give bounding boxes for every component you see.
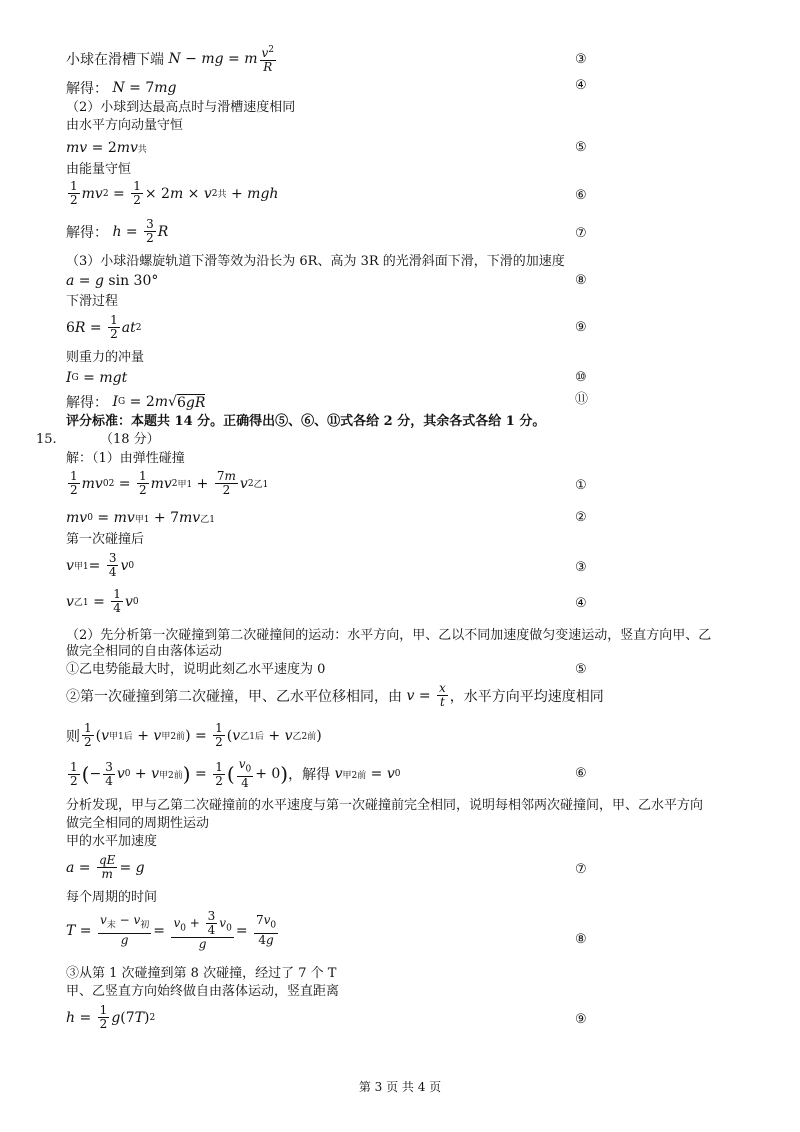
text-line: 第一次碰撞后 <box>66 532 145 547</box>
equation-number: ⑦ <box>575 862 587 877</box>
eq-elastic-energy: $\frac{1}{2}$ mv 0 2 = $\frac{1}{2}$ mv 2 甲1 + $\frac{7m}{2}$ v 2 乙1 <box>70 469 269 497</box>
equation-number: ⑨ <box>575 1012 587 1027</box>
text-line: 甲、乙竖直方向始终做自由落体运动，竖直距离 <box>66 984 340 999</box>
text-line: （3）小球沿螺旋轨道下滑等效为沿长为 6R、高为 3R 的光滑斜面下滑，下滑的加速度 <box>66 254 565 269</box>
text-line: 解得： <box>66 224 108 241</box>
text-line: 解：（1）由弹性碰撞 <box>66 451 185 466</box>
eq-slot-bottom: 小球在滑槽下端 N − mg = m $\frac{v^2}{R}$ <box>66 45 275 74</box>
text-line: 甲的水平加速度 <box>66 834 158 849</box>
eq-v-jia1: v 甲1 = $\frac{3}{4}$ v 0 <box>66 551 135 579</box>
text-line: 小球在滑槽下端 <box>66 52 164 68</box>
text-line: 下滑过程 <box>66 294 119 309</box>
scoring-standard: 评分标准：本题共 14 分。正确得出⑤、⑥、⑪式各给 2 分，其余各式各给 1 分。 <box>66 414 546 429</box>
text-line: 由水平方向动量守恒 <box>66 118 184 133</box>
page-footer: 第 3 页 共 4 页 <box>358 1080 442 1094</box>
equation-number: ⑥ <box>575 188 587 203</box>
equation-number: ① <box>575 478 587 493</box>
eq-elastic-momentum: mv 0 = mv 甲1 + 7 mv 乙1 <box>66 510 215 526</box>
text-line: 分析发现，甲与乙第二次碰撞前的水平速度与第一次碰撞前完全相同，说明每相邻两次碰撞间，甲、乙水平方向 <box>66 798 704 813</box>
eq-impulse-result: 解得： I G = 2 m √ 6gR <box>66 394 206 411</box>
eq-h: 解得： h = $\frac{3}{2}$ R <box>66 217 169 245</box>
equation-number: ⑤ <box>575 140 587 155</box>
eq-avg-solve: $\frac{1}{2}$ ( − $\frac{3}{4}$ v 0 + v 甲2前 ) = $\frac{1}{2}$ ( $\frac{v_0}{4}$ + 0 ) ，解得 v 甲2前 = v 0 <box>70 757 401 791</box>
text-line: （2）先分析第一次碰撞到第二次碰撞间的运动：水平方向，甲、乙以不同加速度做匀变速运动，竖直方向甲、乙 <box>66 628 712 643</box>
equation-number: ⑧ <box>575 273 587 288</box>
equation-number: ⑪ <box>575 392 589 407</box>
text-line: 则 <box>66 728 80 745</box>
equation-number: ② <box>575 510 587 525</box>
equation-number: ③ <box>575 560 587 575</box>
text-line: ①乙电势能最大时，说明此刻乙水平速度为 0 <box>66 662 326 677</box>
text-line: ，水平方向平均速度相同 <box>449 688 604 705</box>
eq-avg-velocity: ②第一次碰撞到第二次碰撞，甲、乙水平位移相同，由 v = $\frac{x}{t}$ ，水平方向平均速度相同 <box>66 681 604 709</box>
equation-number: ⑤ <box>575 662 587 677</box>
text-line: ，解得 <box>288 767 331 784</box>
equation-number: ⑩ <box>575 370 587 385</box>
eq-v-yi1: v 乙1 = $\frac{1}{4}$ v 0 <box>66 587 139 615</box>
text-line: （2）小球到达最高点时与滑槽速度相同 <box>66 100 296 115</box>
text-line: 由能量守恒 <box>66 162 132 177</box>
eq-height: h = $\frac{1}{2}$ g (7 T ) 2 <box>66 1003 156 1031</box>
equation-number: ⑦ <box>575 226 587 241</box>
eq-period: T = $\frac{v_末 - v_初}{g}$ = $v_0$ + $\frac{3}{4}$ $v_0$ g = $\frac{7v_0}{4g}$ <box>66 909 277 951</box>
text-line: ②第一次碰撞到第二次碰撞，甲、乙水平位移相同，由 <box>66 688 402 705</box>
question-number: 15. <box>36 432 57 447</box>
question-points: （18 分） <box>100 432 160 447</box>
text-line: 做完全相同的自由落体运动 <box>66 644 223 659</box>
equation-number: ⑧ <box>575 932 587 947</box>
eq-accel: a = g sin 30° <box>66 273 159 289</box>
eq-impulse: I G = mgt <box>66 370 128 386</box>
eq-accel-jia: a = $\frac{qE}{m}$ = g <box>66 853 145 881</box>
equation-number: ③ <box>575 52 587 67</box>
text-line: 解得： <box>66 395 108 411</box>
equation-number: ⑥ <box>575 766 587 781</box>
eq-result: 解得： N = 7 mg <box>66 80 177 97</box>
equation-number: ⑨ <box>575 320 587 335</box>
text-line: 做完全相同的周期性运动 <box>66 816 210 831</box>
eq-momentum: mv = 2 mv 共 <box>66 140 147 156</box>
eq-energy: $\frac{1}{2}$ mv 2 = $\frac{1}{2}$ × 2 m × v 2 共 + mgh <box>70 179 279 207</box>
text-line: 解得： <box>66 81 108 97</box>
text-line: 则重力的冲量 <box>66 350 145 365</box>
equation-number: ④ <box>575 78 587 93</box>
text-line: 每个周期的时间 <box>66 890 158 905</box>
text-line: ③从第 1 次碰撞到第 8 次碰撞，经过了 7 个 T <box>66 966 337 981</box>
equation-number: ④ <box>575 596 587 611</box>
eq-avg-equal: 则 $\frac{1}{2}$ ( v 甲1后 + v 甲2前 ) = $\frac{1}{2}$ ( v 乙1后 + v 乙2前 ) <box>66 721 322 749</box>
eq-slide: 6 R = $\frac{1}{2}$ at 2 <box>66 313 142 341</box>
